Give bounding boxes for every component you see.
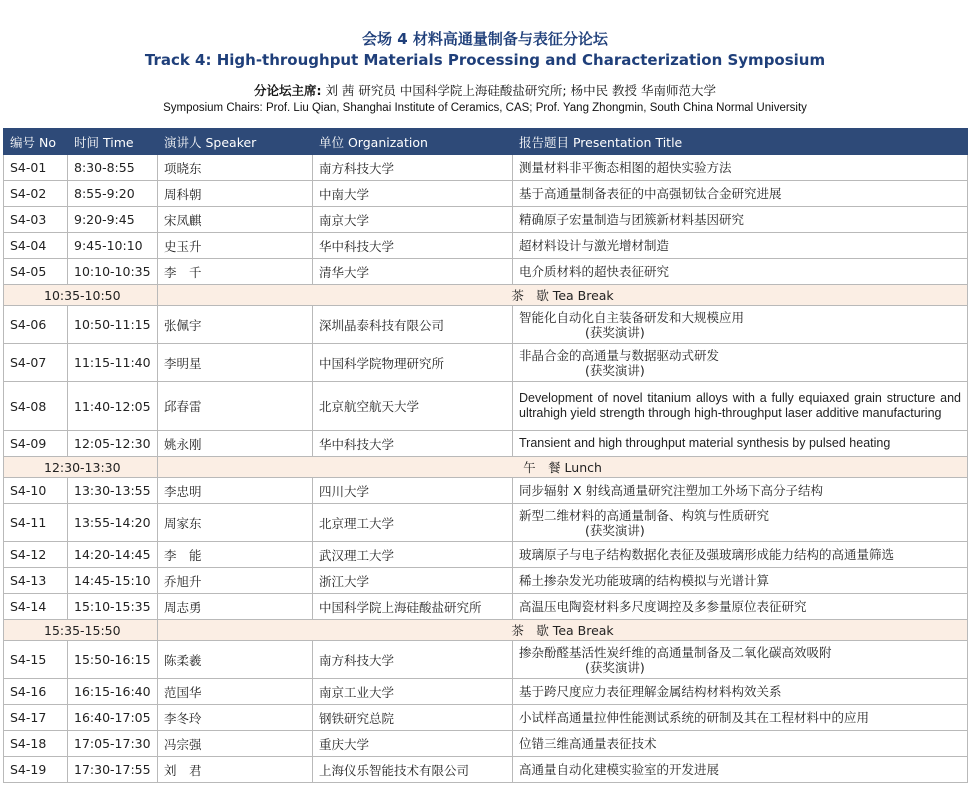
row-title: 小试样高通量拉伸性能测试系统的研制及其在工程材料中的应用 bbox=[513, 705, 968, 731]
row-time: 11:15-11:40 bbox=[68, 344, 158, 382]
row-no: S4-01 bbox=[4, 155, 68, 181]
row-organization: 中国科学院上海硅酸盐研究所 bbox=[313, 594, 513, 620]
page-header bbox=[0, 0, 970, 116]
row-title: 高通量自动化建模实验室的开发进展 bbox=[513, 757, 968, 783]
row-organization: 北京航空航天大学 bbox=[313, 382, 513, 431]
break-row bbox=[4, 457, 968, 478]
schedule-table bbox=[3, 128, 968, 783]
row-speaker: 张佩宇 bbox=[158, 306, 313, 344]
table-row bbox=[4, 181, 968, 207]
row-time: 13:55-14:20 bbox=[68, 504, 158, 542]
row-organization: 华中科技大学 bbox=[313, 233, 513, 259]
row-title: Transient and high throughput material synthesis by pulsed heating bbox=[513, 431, 968, 457]
break-time: 12:30-13:30 bbox=[4, 457, 158, 478]
row-organization: 南方科技大学 bbox=[313, 155, 513, 181]
row-organization: 武汉理工大学 bbox=[313, 542, 513, 568]
row-time: 14:20-14:45 bbox=[68, 542, 158, 568]
row-title-cell bbox=[513, 641, 968, 679]
award-note: (获奖演讲) bbox=[585, 362, 645, 378]
row-no: S4-16 bbox=[4, 679, 68, 705]
row-title: 非晶合金的高通量与数据驱动式研发 bbox=[519, 347, 720, 363]
row-time: 12:05-12:30 bbox=[68, 431, 158, 457]
break-label: 午 餐 Lunch bbox=[158, 457, 968, 478]
chairs-en: Symposium Chairs: Prof. Liu Qian, Shanghai Institute of Ceramics, CAS; Prof. Yang Zhongmin, South China Normal University bbox=[163, 102, 807, 114]
row-organization: 北京理工大学 bbox=[313, 504, 513, 542]
row-title: 位错三维高通量表征技术 bbox=[513, 731, 968, 757]
row-no: S4-11 bbox=[4, 504, 68, 542]
row-no: S4-10 bbox=[4, 478, 68, 504]
chairs-names-cn: 刘 茜 研究员 中国科学院上海硅酸盐研究所; 杨中民 教授 华南师范大学 bbox=[321, 83, 717, 98]
row-speaker: 刘 君 bbox=[158, 757, 313, 783]
row-time: 16:15-16:40 bbox=[68, 679, 158, 705]
table-row bbox=[4, 568, 968, 594]
break-time: 10:35-10:50 bbox=[4, 285, 158, 306]
chairs-cn bbox=[0, 82, 970, 99]
award-note: (获奖演讲) bbox=[585, 522, 645, 538]
row-organization: 重庆大学 bbox=[313, 731, 513, 757]
row-speaker: 李明星 bbox=[158, 344, 313, 382]
row-no: S4-12 bbox=[4, 542, 68, 568]
row-no: S4-19 bbox=[4, 757, 68, 783]
row-title-cell bbox=[513, 344, 968, 382]
row-organization: 南京大学 bbox=[313, 207, 513, 233]
break-label: 茶 歇 Tea Break bbox=[158, 620, 968, 641]
row-no: S4-06 bbox=[4, 306, 68, 344]
row-title: 智能化自动化自主装备研发和大规模应用 bbox=[519, 309, 745, 325]
row-title: 超材料设计与激光增材制造 bbox=[513, 233, 968, 259]
row-speaker: 邱春雷 bbox=[158, 382, 313, 431]
row-time: 10:10-10:35 bbox=[68, 259, 158, 285]
row-speaker: 李 能 bbox=[158, 542, 313, 568]
row-time: 10:50-11:15 bbox=[68, 306, 158, 344]
col-header-time: 时间 Time bbox=[68, 129, 158, 155]
row-organization: 华中科技大学 bbox=[313, 431, 513, 457]
table-row bbox=[4, 207, 968, 233]
row-speaker: 李忠明 bbox=[158, 478, 313, 504]
table-row bbox=[4, 155, 968, 181]
table-row bbox=[4, 259, 968, 285]
table-row bbox=[4, 731, 968, 757]
row-speaker: 周科朝 bbox=[158, 181, 313, 207]
col-header-title: 报告题目 Presentation Title bbox=[513, 129, 968, 155]
row-no: S4-18 bbox=[4, 731, 68, 757]
row-title: 新型二维材料的高通量制备、构筑与性质研究 bbox=[519, 507, 770, 523]
row-time: 9:20-9:45 bbox=[68, 207, 158, 233]
row-title: 同步辐射 X 射线高通量研究注塑加工外场下高分子结构 bbox=[513, 478, 968, 504]
row-no: S4-14 bbox=[4, 594, 68, 620]
row-speaker: 姚永刚 bbox=[158, 431, 313, 457]
table-row bbox=[4, 705, 968, 731]
row-no: S4-17 bbox=[4, 705, 68, 731]
row-time: 16:40-17:05 bbox=[68, 705, 158, 731]
table-row bbox=[4, 233, 968, 259]
row-organization: 浙江大学 bbox=[313, 568, 513, 594]
row-speaker: 宋凤麒 bbox=[158, 207, 313, 233]
col-header-organization: 单位 Organization bbox=[313, 129, 513, 155]
row-title: Development of novel titanium alloys with a fully equiaxed grain structure and ultrahigh yield strength through high-throughput laser additive manufacturing bbox=[513, 382, 968, 431]
row-title: 掺杂酚醛基活性炭纤维的高通量制备及二氧化碳高效吸附 bbox=[519, 644, 832, 660]
row-no: S4-02 bbox=[4, 181, 68, 207]
award-note: (获奖演讲) bbox=[585, 324, 645, 340]
row-time: 17:30-17:55 bbox=[68, 757, 158, 783]
row-organization: 中国科学院物理研究所 bbox=[313, 344, 513, 382]
row-time: 17:05-17:30 bbox=[68, 731, 158, 757]
table-row bbox=[4, 478, 968, 504]
track-title-cn: 会场 4 材料高通量制备与表征分论坛 bbox=[362, 30, 608, 48]
row-organization: 清华大学 bbox=[313, 259, 513, 285]
row-organization: 上海仪乐智能技术有限公司 bbox=[313, 757, 513, 783]
row-no: S4-15 bbox=[4, 641, 68, 679]
col-header-no: 编号 No bbox=[4, 129, 68, 155]
break-label: 茶 歇 Tea Break bbox=[158, 285, 968, 306]
table-row bbox=[4, 431, 968, 457]
row-time: 15:50-16:15 bbox=[68, 641, 158, 679]
row-speaker: 乔旭升 bbox=[158, 568, 313, 594]
row-time: 8:30-8:55 bbox=[68, 155, 158, 181]
table-row bbox=[4, 757, 968, 783]
table-row bbox=[4, 641, 968, 679]
row-speaker: 范国华 bbox=[158, 679, 313, 705]
row-organization: 四川大学 bbox=[313, 478, 513, 504]
row-speaker: 李冬玲 bbox=[158, 705, 313, 731]
row-title: 电介质材料的超快表征研究 bbox=[513, 259, 968, 285]
row-organization: 南方科技大学 bbox=[313, 641, 513, 679]
row-no: S4-03 bbox=[4, 207, 68, 233]
track-title-en: Track 4: High-throughput Materials Processing and Characterization Symposium bbox=[144, 51, 826, 69]
row-title: 基于跨尺度应力表征理解金属结构材料构效关系 bbox=[513, 679, 968, 705]
row-time: 8:55-9:20 bbox=[68, 181, 158, 207]
row-no: S4-13 bbox=[4, 568, 68, 594]
row-no: S4-04 bbox=[4, 233, 68, 259]
row-title: 基于高通量制备表征的中高强韧钛合金研究进展 bbox=[513, 181, 968, 207]
row-title-cell bbox=[513, 306, 968, 344]
row-time: 13:30-13:55 bbox=[68, 478, 158, 504]
row-organization: 中南大学 bbox=[313, 181, 513, 207]
row-speaker: 周志勇 bbox=[158, 594, 313, 620]
row-title: 测量材料非平衡态相图的超快实验方法 bbox=[513, 155, 968, 181]
table-row bbox=[4, 679, 968, 705]
row-time: 15:10-15:35 bbox=[68, 594, 158, 620]
col-header-speaker: 演讲人 Speaker bbox=[158, 129, 313, 155]
table-header-row bbox=[4, 129, 968, 155]
row-speaker: 项晓东 bbox=[158, 155, 313, 181]
row-time: 11:40-12:05 bbox=[68, 382, 158, 431]
break-time: 15:35-15:50 bbox=[4, 620, 158, 641]
award-note: (获奖演讲) bbox=[585, 659, 645, 675]
row-title: 玻璃原子与电子结构数据化表征及强玻璃形成能力结构的高通量筛选 bbox=[513, 542, 968, 568]
row-organization: 钢铁研究总院 bbox=[313, 705, 513, 731]
table-row bbox=[4, 382, 968, 431]
table-row bbox=[4, 542, 968, 568]
row-no: S4-08 bbox=[4, 382, 68, 431]
row-title: 稀土掺杂发光功能玻璃的结构模拟与光谱计算 bbox=[513, 568, 968, 594]
row-speaker: 陈柔羲 bbox=[158, 641, 313, 679]
break-row bbox=[4, 285, 968, 306]
row-organization: 深圳晶泰科技有限公司 bbox=[313, 306, 513, 344]
row-organization: 南京工业大学 bbox=[313, 679, 513, 705]
table-row bbox=[4, 594, 968, 620]
table-row bbox=[4, 306, 968, 344]
chairs-label-cn: 分论坛主席: bbox=[253, 83, 322, 98]
row-title-cell bbox=[513, 504, 968, 542]
row-speaker: 李 千 bbox=[158, 259, 313, 285]
row-no: S4-05 bbox=[4, 259, 68, 285]
row-title: 精确原子宏量制造与团簇新材料基因研究 bbox=[513, 207, 968, 233]
row-speaker: 周家东 bbox=[158, 504, 313, 542]
row-no: S4-09 bbox=[4, 431, 68, 457]
row-no: S4-07 bbox=[4, 344, 68, 382]
row-time: 14:45-15:10 bbox=[68, 568, 158, 594]
row-time: 9:45-10:10 bbox=[68, 233, 158, 259]
row-speaker: 冯宗强 bbox=[158, 731, 313, 757]
table-row bbox=[4, 504, 968, 542]
table-row bbox=[4, 344, 968, 382]
break-row bbox=[4, 620, 968, 641]
row-speaker: 史玉升 bbox=[158, 233, 313, 259]
row-title: 高温压电陶瓷材料多尺度调控及多参量原位表征研究 bbox=[513, 594, 968, 620]
